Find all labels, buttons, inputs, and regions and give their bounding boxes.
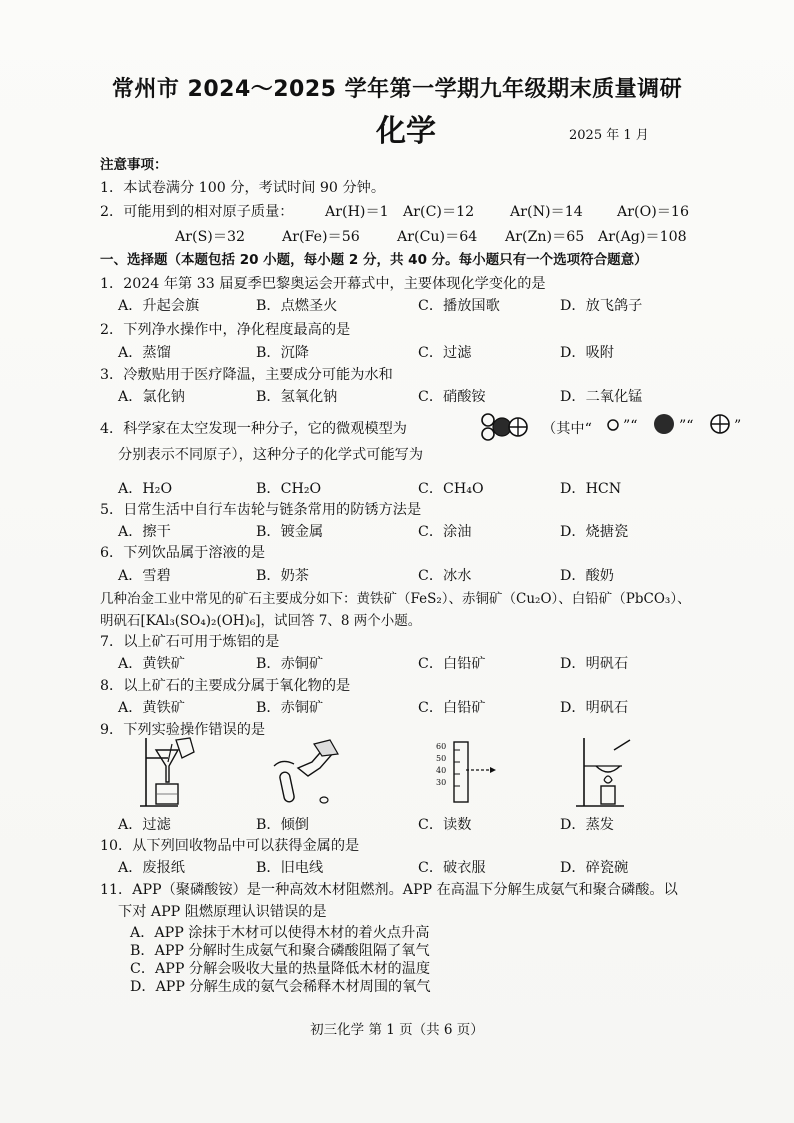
mass-h: Ar(H)＝1 — [325, 204, 389, 220]
q11-option-a[interactable]: A．APP 涂抹于木材可以使得木材的着火点升高 — [130, 925, 430, 941]
q10-option-d[interactable]: D．碎瓷碗 — [560, 860, 629, 876]
mass-zn: Ar(Zn)＝65 — [505, 229, 585, 245]
q6-option-d[interactable]: D．酸奶 — [560, 568, 614, 584]
q4-stem-mid2: ”“ — [679, 418, 694, 434]
q1-stem: 1．2024 年第 33 届夏季巴黎奥运会开幕式中，主要体现化学变化的是 — [100, 276, 546, 292]
q5-stem: 5．日常生活中自行车齿轮与链条常用的防锈方法是 — [100, 502, 422, 518]
mass-o: Ar(O)＝16 — [617, 204, 689, 220]
cylinder-tick-40: 40 — [436, 766, 447, 775]
q6-option-a[interactable]: A．雪碧 — [118, 568, 171, 584]
q6-option-c[interactable]: C．冰水 — [418, 568, 472, 584]
q4-option-c[interactable]: C．CH₄O — [418, 481, 484, 497]
mass-s: Ar(S)＝32 — [175, 229, 246, 245]
q3-option-b[interactable]: B．氢氧化钠 — [256, 389, 338, 405]
q2-option-b[interactable]: B．沉降 — [256, 345, 309, 361]
pouring-liquid-icon — [268, 738, 344, 808]
q1-option-a[interactable]: A．升起会旗 — [118, 298, 200, 314]
q1-option-c[interactable]: C．播放国歌 — [418, 298, 500, 314]
q3-stem: 3．冷敷贴用于医疗降温，主要成分可能为水和 — [100, 367, 393, 383]
q8-option-d[interactable]: D．明矾石 — [560, 700, 629, 716]
q11-stem-line2: 下对 APP 阻燃原理认识错误的是 — [118, 904, 327, 920]
q8-option-b[interactable]: B．赤铜矿 — [256, 700, 324, 716]
mass-cu: Ar(Cu)＝64 — [397, 229, 478, 245]
q5-option-d[interactable]: D．烧搪瓷 — [560, 524, 629, 540]
q11-option-c[interactable]: C．APP 分解会吸收大量的热量降低木材的温度 — [130, 961, 431, 977]
cylinder-tick-60: 60 — [436, 742, 447, 751]
mass-n: Ar(N)＝14 — [510, 204, 583, 220]
q5-option-c[interactable]: C．涂油 — [418, 524, 472, 540]
q2-option-c[interactable]: C．过滤 — [418, 345, 472, 361]
q10-option-b[interactable]: B．旧电线 — [256, 860, 324, 876]
mass-c: Ar(C)＝12 — [403, 204, 475, 220]
q6-stem: 6．下列饮品属于溶液的是 — [100, 545, 266, 561]
q11-stem-line1: 11．APP（聚磷酸铵）是一种高效木材阻燃剂。APP 在高温下分解生成氨气和聚合磷酸。以 — [100, 882, 678, 898]
subject-title: 化学 — [376, 114, 436, 149]
q2-stem: 2．下列净水操作中，净化程度最高的是 — [100, 322, 351, 338]
filtration-apparatus-icon — [138, 736, 198, 808]
q11-option-b[interactable]: B．APP 分解时生成氨气和聚合磷酸阻隔了氧气 — [130, 943, 430, 959]
q2-option-d[interactable]: D．吸附 — [560, 345, 614, 361]
exam-title: 常州市 2024～2025 学年第一学期九年级期末质量调研 — [111, 77, 683, 102]
mass-ag: Ar(Ag)＝108 — [598, 229, 687, 245]
q10-option-c[interactable]: C．破衣服 — [418, 860, 486, 876]
graduated-cylinder-icon — [436, 740, 506, 804]
q9-option-c[interactable]: C．读数 — [418, 817, 472, 833]
q7-option-c[interactable]: C．白铅矿 — [418, 656, 486, 672]
q8-stem: 8．以上矿石的主要成分属于氧化物的是 — [100, 678, 351, 694]
q1-option-b[interactable]: B．点燃圣火 — [256, 298, 338, 314]
note-2 — [100, 201, 293, 221]
q2-option-a[interactable]: A．蒸馏 — [118, 345, 171, 361]
notes-heading: 注意事项： — [100, 157, 168, 173]
q3-option-c[interactable]: C．硝酸铵 — [418, 389, 486, 405]
q7-option-d[interactable]: D．明矾石 — [560, 656, 629, 672]
q6-option-b[interactable]: B．奶茶 — [256, 568, 309, 584]
q10-option-a[interactable]: A．废报纸 — [118, 860, 185, 876]
q5-option-b[interactable]: B．镀金属 — [256, 524, 324, 540]
q7-stem: 7．以上矿石可用于炼铝的是 — [100, 634, 280, 650]
page-footer: 初三化学 第 1 页（共 6 页） — [310, 1022, 484, 1038]
q8-option-a[interactable]: A．黄铁矿 — [118, 700, 185, 716]
q7-option-a[interactable]: A．黄铁矿 — [118, 656, 185, 672]
q10-stem: 10．从下列回收物品中可以获得金属的是 — [100, 838, 360, 854]
q4-stem-end: ” — [734, 418, 742, 434]
q3-option-a[interactable]: A．氯化钠 — [118, 389, 185, 405]
q8-option-c[interactable]: C．白铅矿 — [418, 700, 486, 716]
q1-option-d[interactable]: D．放飞鸽子 — [560, 298, 643, 314]
ore-intro-line2: 明矾石[KAl₃(SO₄)₂(OH)₆]，试回答 7、8 两个小题。 — [100, 613, 422, 629]
q4-stem-tail: （其中“ — [542, 421, 592, 437]
q7-option-b[interactable]: B．赤铜矿 — [256, 656, 324, 672]
q4-stem: 4．科学家在太空发现一种分子，它的微观模型为 — [100, 421, 407, 437]
black-atom-icon — [652, 412, 676, 436]
q4-stem-mid1: ”“ — [623, 418, 638, 434]
cylinder-tick-50: 50 — [436, 754, 447, 763]
q4-option-a[interactable]: A．H₂O — [118, 481, 173, 497]
q9-option-a[interactable]: A．过滤 — [118, 817, 171, 833]
ore-intro-line1: 几种冶金工业中常见的矿石主要成分如下：黄铁矿（FeS₂）、赤铜矿（Cu₂O）、白铅矿（PbCO₃）、 — [100, 591, 691, 607]
note-2-prefix: 2．可能用到的相对原子质量： — [100, 204, 294, 220]
q4-option-d[interactable]: D．HCN — [560, 481, 622, 497]
mass-fe: Ar(Fe)＝56 — [282, 229, 360, 245]
q9-option-d[interactable]: D．蒸发 — [560, 817, 614, 833]
q5-option-a[interactable]: A．擦干 — [118, 524, 171, 540]
evaporation-apparatus-icon — [574, 736, 644, 808]
q3-option-d[interactable]: D．二氧化锰 — [560, 389, 643, 405]
exam-date: 2025 年 1 月 — [569, 128, 649, 143]
q4-option-b[interactable]: B．CH₂O — [256, 481, 322, 497]
cylinder-tick-30: 30 — [436, 778, 447, 787]
q4-stem-line2: 分别表示不同原子），这种分子的化学式可能写为 — [118, 447, 424, 463]
q9-option-b[interactable]: B．倾倒 — [256, 817, 309, 833]
cross-atom-icon — [708, 412, 732, 436]
small-atom-icon — [605, 417, 621, 433]
q11-option-d[interactable]: D．APP 分解生成的氨气会稀释木材周围的氧气 — [130, 979, 431, 995]
q9-stem: 9．下列实验操作错误的是 — [100, 722, 266, 738]
section-1-heading: 一、选择题（本题包括 20 小题，每小题 2 分，共 40 分。每小题只有一个选项符合题意） — [100, 252, 648, 268]
molecule-model-icon — [478, 410, 534, 444]
note-1: 1．本试卷满分 100 分，考试时间 90 分钟。 — [100, 180, 386, 196]
